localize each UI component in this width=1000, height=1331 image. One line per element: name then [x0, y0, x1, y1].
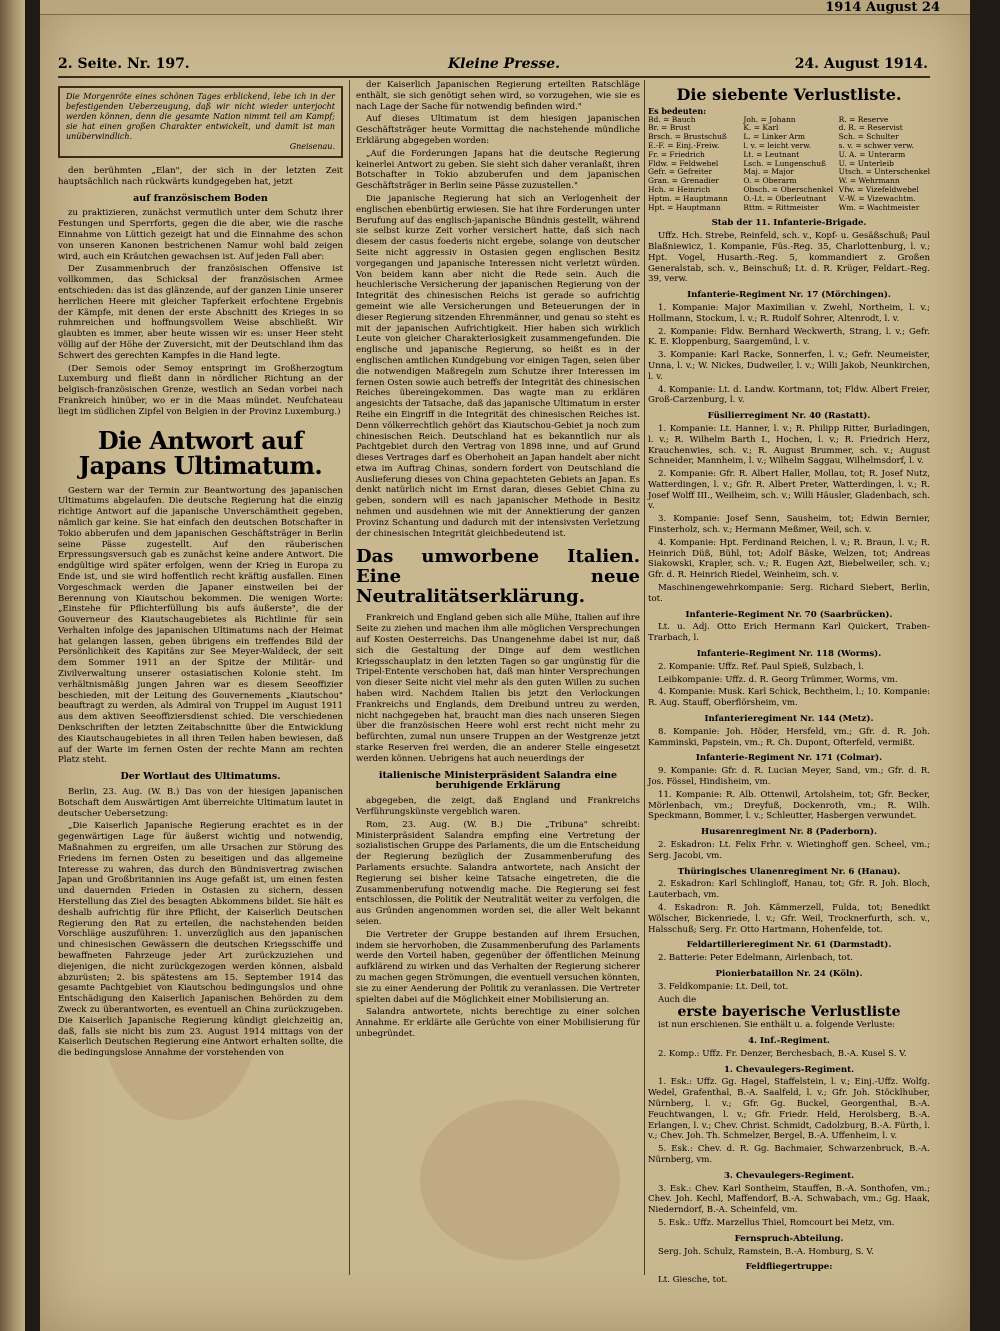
unit-heading: 1. Chevaulegers-Regiment.: [723, 1064, 855, 1075]
entry: Uffz. Hch. Strebe, Reinfeld, sch. v., Kopf- u. Gesäßschuß; Paul Blaßniewicz, 1. Kompanie, Füs.-Reg. 35, Charlottenburg, l. v.; Hpt. Vogel, Husarth.-Reg. 5, kommandiert z. Großen Generalstab, sch. v., Beinschuß; Lt. d. R. Krüger, Feldart.-Reg. 39, verw.: [648, 231, 930, 285]
legend-entry: Br. = Brust: [648, 124, 691, 133]
paragraph: Auf dieses Ultimatum ist dem hiesigen japanischen Geschäftsträger heute Vormittag die nachstehende mündliche Erklärung abgegeben worden:: [356, 114, 640, 146]
entry: 3. Kompanie: Josef Senn, Sausheim, tot; Edwin Bernier, Finsterholz, sch. v.; Hermann Meßmer, Weil, sch. v.: [648, 514, 930, 536]
entry: 4. Eskadron: R. Joh. Kämmerzell, Fulda, tot; Benedikt Wölscher, Bickenriede, l. v.; Gfr. Weil, Trocknerfurth, sch. v., Halsschuß; Serg. Fr. Otto Hartmann, Hohenfelde, tot.: [648, 902, 930, 935]
legend-heading: Es bedeuten:: [648, 106, 707, 116]
entry: Leibkompanie: Uffz. d. R. Georg Trümmer, Worms, vm.: [658, 674, 898, 685]
paragraph: Berlin, 23. Aug. (W. B.) Das von der hiesigen japanischen Botschaft dem Auswärtigen Amt überreichte Ultimatum lautet in deutscher Uebersetzung:: [58, 787, 343, 819]
legend-entry: Fr. = Friedrich: [648, 150, 705, 159]
entry: 9. Kompanie: Gfr. d. R. Lucian Meyer, Sand, vm.; Gfr. d. R. Jos. Fössel, Hindisheim, vm.: [648, 766, 930, 788]
previous-page-strip: [40, 0, 970, 15]
entry: 2. Eskadron: Karl Schlingloff, Hanau, tot; Gfr. R. Joh. Bloch, Lauterbach, vm.: [648, 879, 930, 901]
paragraph: den berühmten „Elan", der sich in der letzten Zeit hauptsächlich nach rückwärts kundgegeben hat, jetzt: [58, 166, 343, 187]
legend-entry: K. = Karl: [743, 124, 779, 133]
entry: 2. Eskadron: Lt. Felix Frhr. v. Wietinghoff gen. Scheel, vm.; Serg. Jacobi, vm.: [648, 840, 930, 861]
legend-entry: l. v. = leicht verw.: [743, 141, 812, 150]
abbreviation-legend: [648, 107, 930, 213]
headline-bavarian-list: erste bayerische Verlustliste: [677, 1004, 901, 1021]
column-divider: [644, 80, 645, 1275]
subheading: italienische Ministerpräsident Salandra eine beruhigende Erklärung: [378, 769, 618, 792]
legend-entry: Sch. = Schulter: [838, 133, 899, 142]
legend-entry: s. v. = schwer verw.: [838, 141, 914, 150]
entry: 5. Esk.: Uffz. Marzellus Thiel, Romcourt bei Metz, vm.: [658, 1217, 895, 1228]
legend-entry: U. A. = Unterarm: [838, 150, 906, 159]
unit-heading: Thüringisches Ulanenregiment Nr. 6 (Hanau).: [677, 866, 901, 877]
entry: 4. Kompanie: Hpt. Ferdinand Reichen, l. v.; R. Braun, l. v.; R. Heinrich Düß, Bühl, tot; Adolf Bäske, Welzen, tot; Andreas Siakowski, Krapler, sch. v.; R. Eugen Azt, Biebelweiler, sch. v.; Gfr. d. R. Heinrich Riedel, Weinheim, sch. v.: [648, 537, 930, 581]
legend-entry: Joh. = Johann: [743, 115, 796, 124]
unit-heading: Infanterie-Regiment Nr. 17 (Mörchingen).: [687, 290, 891, 301]
legend-entry: Rttm. = Rittmeister: [743, 203, 819, 212]
entry: 4. Kompanie: Lt. d. Landw. Kortmann, tot; Fldw. Albert Freier, Groß-Carzenburg, l. v.: [648, 384, 930, 406]
legend-entry: Lt. = Leutnant: [743, 150, 800, 159]
legend-entry: Hch. = Heinrich: [648, 185, 711, 194]
entry: 1. Kompanie: Lt. Hanner, l. v.; R. Philipp Ritter, Burladingen, l. v.; R. Wilhelm Barth I., Hochen, l. v.; R. Friedrich Herz, Krauchenwies, sch. v.; R. August Brummer, sch. v.; August Schneider, Mannheim, l. v.; Wilhelm Saggau, Wilhelmsdorf, l. v.: [648, 423, 930, 467]
unit-heading: Infanterie-Regiment Nr. 118 (Worms).: [696, 649, 882, 660]
legend-entry: d. R. = Reservist: [838, 124, 903, 133]
issue-date: 24. August 1914.: [794, 56, 928, 72]
entry: 2. Kompanie: Fldw. Bernhard Weckwerth, Strang, l. v.; Gefr. K. E. Kloppenburg, Saargemünd, l. v.: [648, 326, 930, 348]
paragraph: Rom, 23. Aug. (W. B.) Die „Tribuna" schreibt: Ministerpräsident Salandra empfing eine Vertretung der sozialistischen Gruppe des Parlaments, die um die Entscheidung der Regierung bezüglich der Zusammenberufung des Parlaments ersuchte. Salandra antwortete, nach Ansicht der Regierung sei bisher keine Tatsache eingetreten, die die Zusammenberufung notwendig mache. Die Regierung sei fest entschlossen, die Politik der Neutralität weiter zu verfolgen, die aus Gründen angenommen worden sei, die aller Welt bekannt seien.: [356, 819, 640, 927]
unit-heading: Infanterie-Regiment Nr. 171 (Colmar).: [695, 753, 883, 764]
unit-heading: Feldartillerieregiment Nr. 61 (Darmstadt).: [686, 940, 892, 951]
paragraph: „Die Kaiserlich Japanische Regierung erachtet es in der gegenwärtigen Lage für äußerst wichtig und notwendig, Maßnahmen zu ergreifen, um alle Ursachen zur Störung des Friedens im fernen Osten zu beseitigen und das allgemeine Interesse zu wahren, das durch den Bündnisvertrag zwischen Japan und Großbritannien ins Auge gefaßt ist, um einen festen und dauernden Frieden in Ostasien zu sichern, dessen Herstellung das Ziel des besagten Abkommens bildet. Sie hält es deshalb aufrichtig für ihre Pflicht, der Kaiserlich Deutschen Regierung den Rat zu erteilen, die nachstehenden beiden Vorschläge auszuführen: 1. unverzüglich aus den japanischen und chinesischen Gewässern die deutschen Kriegsschiffe und bewaffneten Fahrzeuge jeder Art zurückzuziehen und diejenigen, die nicht zurückgezogen werden können, alsbald abzurüsten; 2. bis spätestens am 15. September 1914 das gesamte Pachtgebiet von Kiautschou bedingungslos und ohne Entschädigung den Kaiserlich Japanischen Behörden zu dem Zweck zu überantworten, es eventuell an China zurückzugeben. Die Kaiserlich Japanische Regierung kündigt gleichzeitig an, daß, falls sie nicht bis zum 23. August 1914 mittags von der Kaiserlich Deutschen Regierung eine Antwort erhalten sollte, die die bedingungslose Annahme der vorstehenden von: [58, 821, 343, 1059]
subheading: Der Wortlaut des Ultimatums.: [120, 771, 281, 783]
paragraph: Salandra antwortete, nichts berechtige zu einer solchen Annahme. Er erklärte alle Gerüchte von einer Mobilisierung für unbegründet.: [356, 1007, 640, 1039]
entry: 3. Feldkompanie: Lt. Deil, tot.: [658, 981, 789, 992]
legend-entry: O.-Lt. = Oberleutnant: [743, 194, 827, 203]
entry: 8. Kompanie: Joh. Höder, Hersfeld, vm.; Gfr. d. R. Joh. Kamminski, Papstein, vm.; R. Ch. Dupont, Ofterfeld, vermißt.: [648, 726, 930, 748]
binding-edge: [0, 0, 25, 1331]
entry: Auch die: [658, 994, 697, 1005]
legend-entry: O. = Oberarm: [743, 177, 797, 186]
legend-entry: Bd. = Bauch: [648, 115, 696, 124]
entry: ist nun erschienen. Sie enthält u. a. folgende Verluste:: [658, 1020, 896, 1031]
legend-entry: U. = Unterleib: [838, 159, 894, 168]
legend-entry: E.-F. = Einj.-Freiw.: [648, 141, 720, 150]
unit-heading: 3. Chevaulegers-Regiment.: [723, 1170, 855, 1181]
subheading: auf französischem Boden: [133, 192, 268, 204]
legend-entry: Fldw. = Feldwebel: [648, 159, 719, 168]
headline-italy: Das umworbene Italien. Eine neue Neutralitätserklärung.: [356, 546, 640, 608]
legend-entry: Utsch. = Unterschenkel: [838, 168, 930, 177]
top-right-date: 1914 August 24: [825, 0, 940, 15]
column-3: [648, 80, 930, 1288]
page-number: 2. Seite. Nr. 197.: [58, 56, 190, 72]
legend-entry: Brsch. = Brustschuß: [648, 133, 727, 142]
entry: 2. Komp.: Uffz. Fr. Denzer, Berchesbach, B.-A. Kusel S. V.: [658, 1048, 907, 1059]
entry: 5. Esk.: Chev. d. R. Gg. Bachmaier, Schwarzenbruck, B.-A. Nürnberg, vm.: [648, 1144, 930, 1165]
unit-heading: Husarenregiment Nr. 8 (Paderborn).: [700, 827, 878, 838]
newspaper-title: Kleine Presse.: [448, 56, 561, 72]
paragraph: Die Vertreter der Gruppe bestanden auf ihrem Ersuchen, indem sie hervorhoben, die Zusammenberufung des Parlaments werde den Vorteil haben, gegenüber der öffentlichen Meinung aufklärend zu wirken und das Verhalten der Regierung sicherer zu machen gegen Strömungen, die eventuell versuchen könnten, sie zu einer Aenderung der Politik zu veranlassen. Die Vertreter spielten dabei auf die Möglichkeit einer Mobilisierung an.: [356, 929, 640, 1005]
legend-entry: V.-W. = Vizewachtm.: [838, 194, 916, 203]
paragraph: Frankreich und England geben sich alle Mühe, Italien auf ihre Seite zu ziehen und machen ihm alle möglichen Versprechungen auf Kosten Oesterreichs. Das Unangenehme dabei ist nur, daß sich die Gestaltung der Dinge auf dem westlichen Kriegsschauplatz in den letzten Tagen so gar ungünstig für die Tripel-Entente verschoben hat, daß man hinter Versprechungen von dieser Seite nicht viel mehr als den guten Willen zu suchen haben wird. Nachdem Italien bis jetzt den Verlockungen Frankreichs und Englands, dem Dreibund untreu zu werden, nicht nachgegeben hat, braucht man dies nach unseren Siegen über die französischen Heere wohl erst recht nicht mehr zu befürchten, zumal nun unsere Truppen an der Westgrenze jetzt starke Reserven frei werden, die an anderer Stelle eingesetzt werden können. Uebrigens hat auch neuerdings der: [356, 613, 640, 764]
unit-heading: Feldfliegertruppe:: [745, 1262, 833, 1273]
entry: 11. Kompanie: R. Alb. Ottenwil, Artolsheim, tot; Gfr. Becker, Mörlenbach, vm.; Dreyfuß, Dockenroth, vm.; R. Wilh. Speckmann, Bommer, l. v.; Schleutter, Hasbergen verwundet.: [648, 789, 930, 822]
paragraph: abgegeben, die zeigt, daß England und Frankreichs Verführungskünste vergeblich waren.: [356, 796, 640, 818]
legend-entry: Vfw. = Vizefeldwebel: [838, 185, 919, 194]
legend-entry: W. = Wehrmann: [838, 177, 900, 186]
legend-entry: Hpt. = Hauptmann: [648, 203, 721, 212]
entry: Lt. Giesche, tot.: [658, 1275, 728, 1286]
unit-heading: Füsilierregiment Nr. 40 (Rastatt).: [707, 411, 871, 422]
paragraph: zu praktizieren, zunächst vermutlich unter dem Schutz ihrer Festungen und Sperrforts, gegen die die aber, wie die rasche Einnahme von Lüttich gezeigt hat und die Einnahme des schon von unseren Kanonen bestrichenen Namur wohl bald zeigen wird, auch ein Kräutchen gewachsen ist. Auf jeden Fall aber:: [58, 208, 343, 262]
legend-entry: Gran. = Grenadier: [648, 177, 719, 186]
unit-heading: 4. Inf.-Regiment.: [748, 1035, 830, 1046]
unit-heading: Pionierbataillon Nr. 24 (Köln).: [715, 968, 863, 979]
entry: 1. Kompanie: Major Maximilian v. Zwehl, Northeim, l. v.; Hollmann, Stockum, l. v.; R. Rudolf Sohrer, Altenrodt, l. v.: [648, 302, 930, 324]
paragraph: (Der Semois oder Semoy entspringt im Großherzogtum Luxemburg und fließt dann in nördlicher Richtung an der belgisch-französischen Grenze, westlich an Sedan vorbei nach Frankreich hinüber, wo er in die Maas mündet. Neufchateau liegt im südlichen Zipfel von Belgien in der Provinz Luxemburg.): [58, 363, 343, 417]
paragraph: der Kaiserlich Japanischen Regierung erteilten Ratschläge enthält, sie sich genötigt sehen wird, so vorzugehen, wie sie es nach Lage der Sache für notwendig befinden wird.": [356, 80, 640, 112]
legend-entry: Hptm. = Hauptmann: [648, 194, 728, 203]
quote-text: Die Morgenröte eines schönen Tages erblickend, lebe ich in der befestigenden Ueberzeugung, daß wir nicht wieder unterjocht werden können, denn die gesamte Nation nimmt teil am Kampf; sie hat einen großen Charakter entwickelt, und damit ist man unüberwindlich.: [66, 92, 335, 141]
gneisenau-quote-box: [58, 86, 343, 158]
quote-author: Gneisenau.: [289, 142, 335, 151]
paragraph: Die japanische Regierung hat sich an Verlogenheit der englischen ebenbürtig erwiesen. Sie hat ihre Forderungen unter Berufung auf das englisch-japanische Bündnis gestellt, während sie selbst kurze Zeit vorher versichert hatte, daß sich nach diesem der casus foederis nicht ergebe, solange von deutscher Seite nicht aggressiv in Ostasien gegen englischen Besitz vorgegangen und japanische Interessen nicht verletzt würden. Von beidem kann aber nicht die Rede sein. Auch die heuchlerische Versicherung der japanischen Regierung von der Integrität des chinesischen Reichs ist gerade so aufrichtig gemeint wie alle Versicherungen und Beteuerungen der in dieser Regierung sitzenden Ehrenmänner, und genau so steht es mit der japanischen Aufrichtigkeit. Hier haben sich wirklich Leute von gleicher Charakterlosigkeit zusammengefunden. Die englische und japanische Regierung, so heißt es in der englischen amtlichen Kundgebung vor einigen Tagen, seien über die notwendigen Maßregeln zum Schutze ihrer Interessen im fernen Osten sowie auch betreffs der Integrität des chinesischen Reiches übereingekommen. Das wagte man zu erklären angesichts der Tatsache, daß das japanische Ultimatum in erster Reihe ein Eingriff in die Integrität des chinesischen Reiches ist. Denn völkerrechtlich gehört das Kiautschou-Gebiet ja noch zum chinesischen Reich. Deutschland hat es bekanntlich nur als Pachtgebiet durch den Vertrag von 1898 inne, und auf Grund dieses Vertrages darf es Oberhoheit an Japan handelt aber nicht etwa im Auftrag Chinas, sondern fordert von Deutschland die Auslieferung dieses von China gepachteten Gebiets an Japan. Es denkt natürlich nicht im Ernst daran, dieses Gebiet China zu geben, sondern will es nach japanischer Methode in Besitz nehmen und ausdehnen wie mit der Annektierung der ganzen Provinz Schantung und dadurch mit der intensivsten Verletzung der chinesischen Integrität gleichbedeutend ist.: [356, 193, 640, 539]
legend-entry: Obsch. = Oberschenkel: [743, 185, 834, 194]
column-2: [356, 80, 640, 1042]
entry: 2. Kompanie: Uffz. Ref. Paul Spieß, Sulzbach, l.: [658, 661, 864, 672]
headline-casualty-list: Die siebente Verlustliste.: [676, 85, 902, 104]
legend-entry: R. = Reserve: [838, 115, 889, 124]
paragraph: „Auf die Forderungen Japans hat die deutsche Regierung keinerlei Antwort zu geben. Sie sieht sich daher veranlaßt, ihren Botschafter in Tokio abzuberufen und dem japanischen Geschäftsträger in Berlin seine Pässe zuzustellen.": [356, 148, 640, 192]
entry: 3. Esk.: Chev. Karl Sontheim, Stauffen, B.-A. Sonthofen, vm.; Chev. Joh. Kechl, Maffendorf, B.-A. Schwabach, vm.; Gg. Haak, Niederndorf, B.-A. Scheinfeld, vm.: [648, 1183, 930, 1216]
entry: 2. Kompanie: Gfr. R. Albert Haller, Mollau, tot; R. Josef Nutz, Watterdingen, l. v.; Gfr. R. Albert Preter, Watterdingen, l. v.; R. Josef Wolff III., Weilheim, sch. v.; Willi Häusler, Gladenbach, sch. v.: [648, 469, 930, 512]
unit-heading: Stab der 11. Infanterie-Brigade.: [711, 218, 867, 229]
entry: 4. Kompanie: Musk. Karl Schick, Bechtheim, l.; 10. Kompanie: R. Aug. Stauff, Oberflörsheim, vm.: [648, 687, 930, 709]
entry: Maschinengewehrkompanie: Serg. Richard Siebert, Berlin, tot.: [648, 583, 930, 604]
legend-entry: Wm. = Wachtmeister: [838, 203, 920, 212]
unit-heading: Infanterieregiment Nr. 144 (Metz).: [704, 714, 874, 725]
paragraph: Gestern war der Termin zur Beantwortung des japanischen Ultimatums abgelaufen. Die deutsche Regierung hat die einzig richtige Antwort auf die japanische Unverschämtheit gegeben, nämlich gar keine. Sie hat einfach den deutschen Botschafter in Tokio abberufen und dem japanischen Geschäftsträger in Berlin seine Pässe zugestellt. Auf den räuberischen Erpressungsversuch gab es zunächst keine andere Antwort. Die endgültige wird später erfolgen, wenn der Krieg in Europa zu Ende ist, und sie wird hoffentlich recht kräftig ausfallen. Einen Vorgeschmack werden die Japaner einstweilen bei der Berennung von Kiautschou bekommen. Die wenigen Worte: „Einstehe für Pflichterfüllung bis aufs äußerste", die der Gouverneur des Kiautschaugebietes als Richtlinie für sein Verhalten infolge des japanischen Ultimatums nach der Heimat hat gelangen lassen, geben übrigens ein treffendes Bild der Persönlichkeit des Kapitäns zur See Meyer-Waldeck, der seit dem Sommer 1911 an der Spitze der Militär- und Zivilverwaltung unserer ostasiatischen Kolonie steht. Im verhältnismäßig jungen Jahren war es diesem Seeoffizier beschieden, mit der Leitung des Gouvernements „Kiautschou" beauftragt zu werden, als Admiral von Truppel im August 1911 aus dem aktiven Seeoffiziersdienst schied. Die verschiedenen Denkschriften der letzten Zeitabschnitte über die Entwicklung des Kiautschaugebietes in all ihren Teilen haben bewiesen, daß auf der Warte im fernen Osten der rechte Mann am rechten Platz steht.: [58, 485, 343, 766]
header-rule: [58, 76, 930, 78]
entry: Serg. Joh. Schulz, Ramstein, B.-A. Homburg, S. V.: [658, 1246, 874, 1257]
legend-entry: Gefr. = Gefreiter: [648, 168, 713, 177]
column-divider: [349, 80, 350, 1275]
paragraph: Der Zusammenbruch der französischen Offensive ist vollkommen, das Schicksal der französischen Armee entschieden: das ist das glänzende, auf der ganzen Linie unserer herrlichen Heere mit gleicher Tapferkeit erfochtene Ergebnis der Kämpfe, mit denen der erste Abschnitt des Krieges in so ruhmreichen und hoffnungsvollem Weise abschließt. Wir glaubten es immer, aber heute wissen wir es: unser Heer steht völlig auf der Höhe der Zuversicht, mit der Deutschland ihm das Schwert des gerechten Kampfes in die Hand legte.: [58, 264, 343, 361]
entry: Lt. u. Adj. Otto Erich Hermann Karl Quickert, Traben-Trarbach, l.: [648, 622, 930, 644]
page-header: [58, 56, 928, 74]
headline-japan-ultimatum: Die Antwort auf Japans Ultimatum.: [78, 425, 323, 480]
legend-entry: Lsch. = Lungenschuß: [743, 159, 827, 168]
entry: 1. Esk.: Uffz. Gg. Hagel, Staffelstein, l. v.; Einj.-Uffz. Wolfg. Wedel, Grafenthal, B.-A. Saalfeld, l. v.; Gfr. Joh. Stöcklhuber, Nürnberg, l. v.; Gfr. Gg. Buckel, Georgenthal, B.-A. Feuchtwangen, l. v.; Gfr. Friedr. Held, Herolsberg, B.-A. Erlangen, l. v.; Chev. Christ. Schmidt, Cadolzburg, B.-A. Fürth, l. v.; Chev. Joh. Th. Schmelzer, Bergel, B.-A. Uffenheim, l. v.: [648, 1077, 930, 1142]
entry: 2. Batterie: Peter Edelmann, Airlenbach, tot.: [658, 953, 853, 964]
legend-entry: Maj. = Major: [743, 168, 794, 177]
column-1: [58, 80, 343, 1061]
legend-entry: L. = Linker Arm: [743, 133, 806, 142]
unit-heading: Infanterie-Regiment Nr. 70 (Saarbrücken).: [685, 609, 893, 620]
entry: 3. Kompanie: Karl Racke, Sonnerfen, l. v.; Gefr. Neumeister, Unna, l. v.; W. Nickes, Dudweiler, l. v.; Willi Jakob, Neunkirchen, l. v.: [648, 350, 930, 382]
unit-heading: Fernspruch-Abteilung.: [734, 1233, 844, 1244]
